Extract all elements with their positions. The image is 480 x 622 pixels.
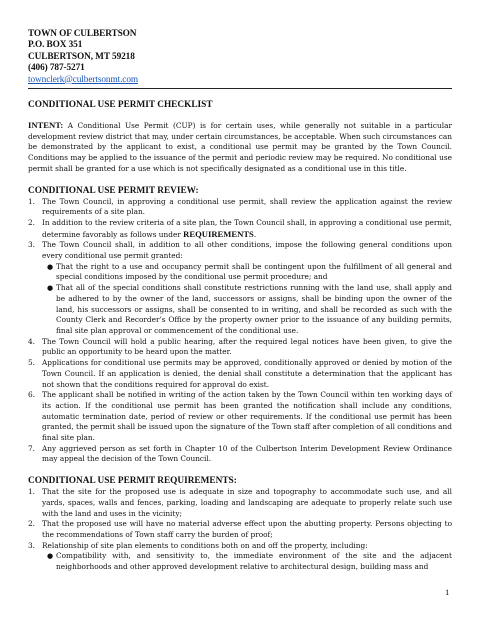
list-item: 7. Any aggrieved person as set forth in Chapter 10 of the Culbertson Interim Development Review Ordinance may appeal the decision of the Town Council. <box>28 443 452 464</box>
bullet-icon: ● <box>47 552 54 561</box>
letterhead <box>28 29 452 86</box>
bullet-item: ● That all of the special conditions shall constitute restrictions running with the land use, shall apply and be adhered to by the owner of the land, successors or assigns, shall be binding upon the owner of the land, his successors or assigns, shall be consented to in writing, and shall be recorded as such with the County Clerk and Recorder’s Office by the property owner prior to the issuance of any building permits, final site plan approval or commencement of the conditional use. <box>47 283 452 335</box>
org-name: TOWN OF CULBERTSON <box>28 29 137 39</box>
list-item: 5. Applications for conditional use permits may be approved, conditionally approved or denied by motion of the Town Council. If an application is denied, the denial shall constitute a determination that the applicant has not shown that the conditions required for approval do exist. <box>28 358 452 389</box>
list-item: 4. The Town Council will hold a public hearing, after the required legal notices have been given, to give the public an opportunity to be heard upon the matter. <box>28 336 452 357</box>
city-state-zip: CULBERTSON, MT 59218 <box>28 51 135 62</box>
po-box: P.O. BOX 351 <box>28 40 83 51</box>
requirements-sub-bullets <box>28 551 452 572</box>
bullet-item: ● That the right to a use and occupancy permit shall be contingent upon the fulfillment of all general and special conditions imposed by the conditional use permit procedure; and <box>47 261 452 282</box>
requirements-list <box>28 487 452 551</box>
bullet-icon: ● <box>47 284 54 293</box>
intent-text: A Conditional Use Permit (CUP) is for certain uses, while generally not suitable in a particular development review district that may, under certain circumstances, be acceptable. When such circumstances can be demonstrated by the applicant to exist, a conditional use permit may be granted by the Town Council. Conditions may be applied to the issuance of the permit and periodic review may be required. No conditional use permit shall be granted for a use which is not specifically designated as a conditional use in this title. <box>28 121 452 173</box>
review-heading: CONDITIONAL USE PERMIT REVIEW: <box>28 185 199 196</box>
requirements-ref: REQUIREMENTS <box>183 228 254 239</box>
list-item: 3. Relationship of site plan elements to conditions both on and off the property, including: <box>28 540 368 550</box>
list-item: 6. The applicant shall be notified in writing of the action taken by the Town Council within ten working days of its action. If the conditional use permit has been granted the notification shall include any conditions, automatic termination date, period of review or other requirements. If the conditional use permit has been granted, the permit shall be issued upon the signature of the Town staff after completion of all conditions and final site plan. <box>28 390 452 443</box>
list-item: 2. In addition to the review criteria of a site plan, the Town Council shall, in approving a conditional use permit, determine favorably as follows under REQUIREMENTS. <box>28 217 452 239</box>
requirements-heading: CONDITIONAL USE PERMIT REQUIREMENTS: <box>28 476 237 487</box>
list-item: 2. That the proposed use will have no material adverse effect upon the abutting property. Persons objecting to the recommendations of Town staff carry the burden of proof; <box>28 519 452 539</box>
page-title: CONDITIONAL USE PERMIT CHECKLIST <box>28 100 213 111</box>
phone-number: (406) 787-5271 <box>28 63 85 74</box>
review-list-continued <box>28 337 452 465</box>
header-divider <box>28 88 452 89</box>
list-item: 3. The Town Council shall, in addition to all other conditions, impose the following general conditions upon every conditional use permit granted: <box>28 240 452 261</box>
list-item: 1. That the site for the proposed use is adequate in size and topography to accommodate such use, and all yards, spaces, walls and fences, parking, loading and landscaping are adequate to properly relate such use with the land and uses in the vicinity; <box>28 487 452 518</box>
page-number: 1 <box>445 587 450 597</box>
bullet-item: ● Compatibility with, and sensitivity to, the immediate environment of the site and the adjacent neighborhoods and other approved development relative to architectural design, building mass and <box>47 551 452 572</box>
list-item: 1. The Town Council, in approving a conditional use permit, shall review the application against the review requirements of a site plan. <box>28 196 452 217</box>
bullet-icon: ● <box>47 262 54 271</box>
intent-label: INTENT: <box>28 120 64 131</box>
review-list <box>28 197 452 262</box>
intent-paragraph <box>28 120 452 175</box>
document-page <box>28 29 452 573</box>
email-link[interactable]: townclerk@culbertsonmt.com <box>28 74 139 85</box>
review-sub-bullets <box>28 262 452 337</box>
